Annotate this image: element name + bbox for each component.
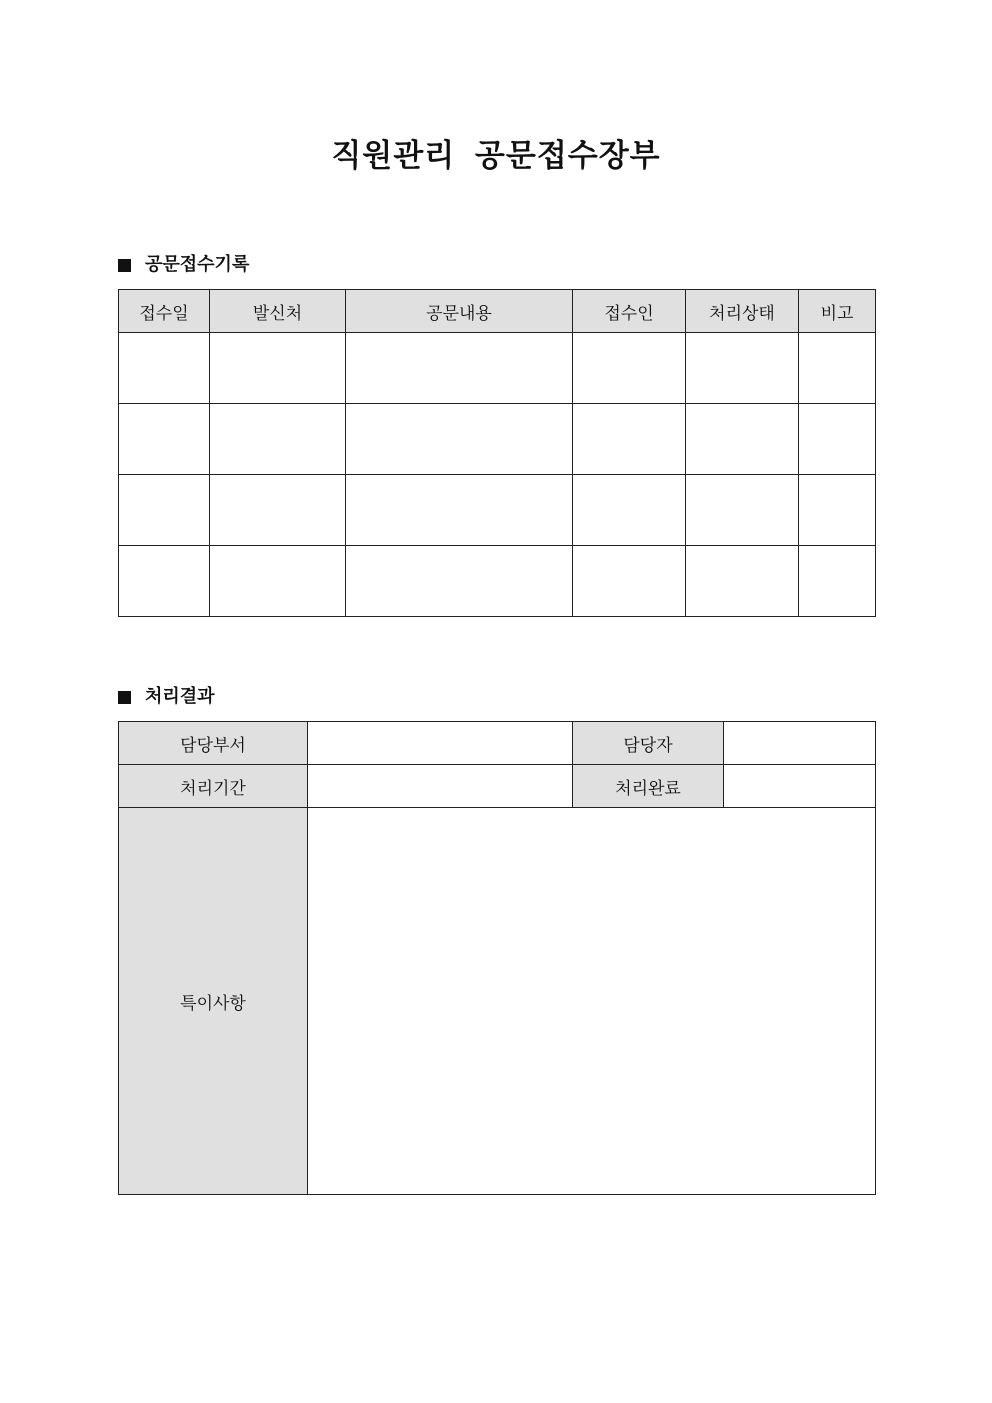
table-cell[interactable] <box>210 333 346 404</box>
records-section-title: 공문접수기록 <box>145 254 250 275</box>
result-section-title: 처리결과 <box>145 686 215 707</box>
table-cell[interactable] <box>210 404 346 475</box>
column-header-receiver: 접수인 <box>573 290 686 333</box>
table-cell[interactable] <box>573 475 686 546</box>
completion-label: 처리완료 <box>573 765 724 808</box>
table-cell[interactable] <box>346 546 573 617</box>
table-cell[interactable] <box>119 333 210 404</box>
table-cell[interactable] <box>686 333 799 404</box>
table-row <box>119 475 876 546</box>
table-cell[interactable] <box>799 404 876 475</box>
table-cell[interactable] <box>686 546 799 617</box>
manager-field[interactable] <box>724 722 876 765</box>
completion-field[interactable] <box>724 765 876 808</box>
department-field[interactable] <box>308 722 573 765</box>
column-header-sender: 발신처 <box>210 290 346 333</box>
square-bullet-icon <box>118 691 131 704</box>
table-cell[interactable] <box>799 546 876 617</box>
table-cell[interactable] <box>573 333 686 404</box>
department-label: 담당부서 <box>119 722 308 765</box>
table-row <box>119 333 876 404</box>
table-row <box>119 808 876 1195</box>
notes-label: 특이사항 <box>119 808 308 1195</box>
table-row <box>119 546 876 617</box>
records-table <box>118 289 876 617</box>
table-row <box>119 722 876 765</box>
table-cell[interactable] <box>346 404 573 475</box>
column-header-status: 처리상태 <box>686 290 799 333</box>
period-field[interactable] <box>308 765 573 808</box>
table-cell[interactable] <box>346 475 573 546</box>
table-cell[interactable] <box>119 546 210 617</box>
table-cell[interactable] <box>799 333 876 404</box>
column-header-content: 공문내용 <box>346 290 573 333</box>
table-cell[interactable] <box>573 404 686 475</box>
column-header-received-date: 접수일 <box>119 290 210 333</box>
period-label: 처리기간 <box>119 765 308 808</box>
records-header-row <box>119 290 876 333</box>
table-cell[interactable] <box>799 475 876 546</box>
table-cell[interactable] <box>346 333 573 404</box>
table-row <box>119 765 876 808</box>
result-table <box>118 721 876 1195</box>
manager-label: 담당자 <box>573 722 724 765</box>
table-cell[interactable] <box>686 404 799 475</box>
table-row <box>119 404 876 475</box>
result-section-heading <box>118 685 215 709</box>
column-header-remarks: 비고 <box>799 290 876 333</box>
table-cell[interactable] <box>573 546 686 617</box>
notes-field[interactable] <box>308 808 876 1195</box>
table-cell[interactable] <box>119 475 210 546</box>
table-cell[interactable] <box>119 404 210 475</box>
table-cell[interactable] <box>210 546 346 617</box>
records-section-heading <box>118 253 249 277</box>
table-cell[interactable] <box>210 475 346 546</box>
page-title: 직원관리 공문접수장부 <box>331 138 661 174</box>
table-cell[interactable] <box>686 475 799 546</box>
square-bullet-icon <box>118 259 131 272</box>
